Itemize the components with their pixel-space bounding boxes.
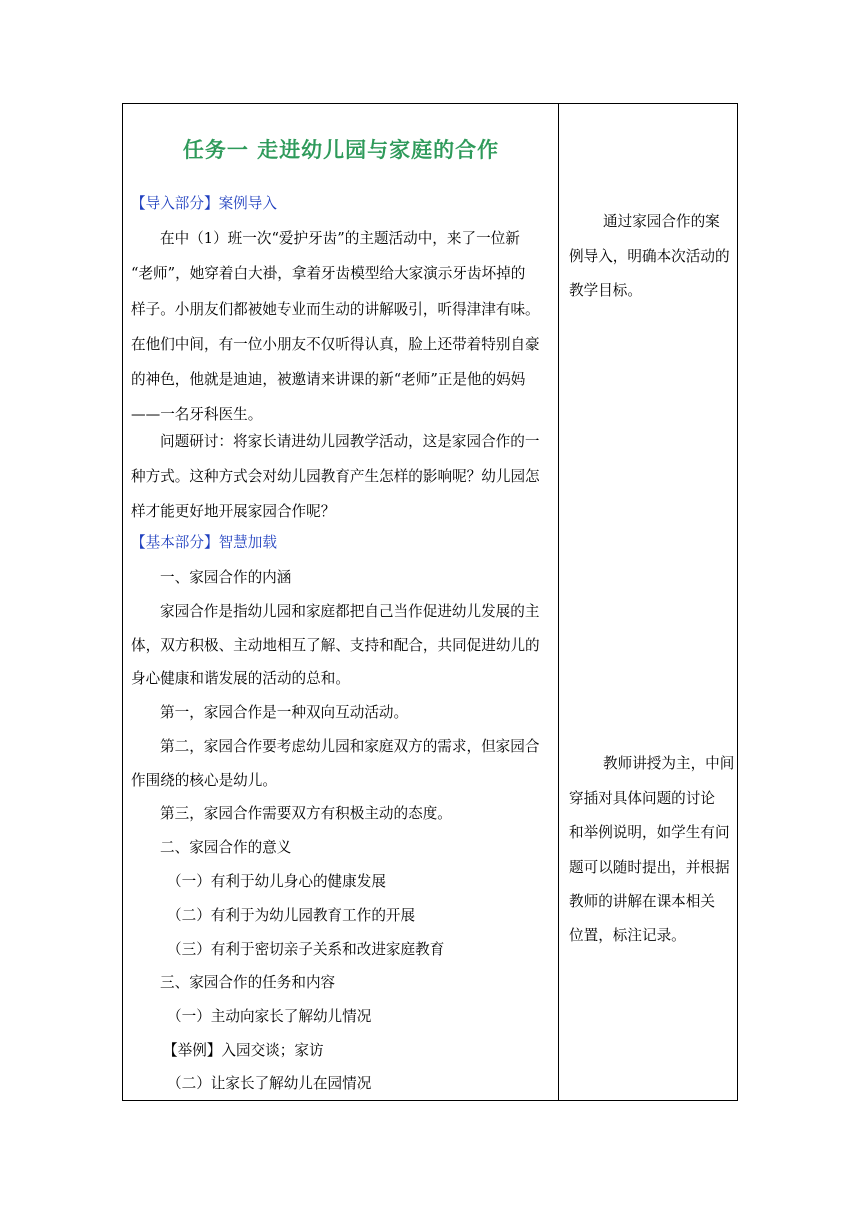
heading-significance: 二、家园合作的意义 bbox=[160, 839, 292, 856]
side-note-line: 教师讲授为主，中间 bbox=[603, 755, 735, 772]
side-note-line: 和举例说明，如学生有问 bbox=[569, 824, 730, 841]
column-divider bbox=[558, 104, 559, 1100]
example-text: 入园交谈；家访 bbox=[221, 1042, 324, 1059]
case-line: 的神色，他就是迪迪，被邀请来讲课的新“老师”正是他的妈妈 bbox=[131, 371, 526, 388]
point-line: 第二，家园合作要考虑幼儿园和家庭双方的需求，但家园合 bbox=[160, 738, 540, 755]
case-line: 在中（1）班一次“爱护牙齿”的主题活动中，来了一位新 bbox=[160, 230, 520, 247]
section-label: 智慧加载 bbox=[218, 534, 277, 551]
page-title: 任务一 走进幼儿园与家庭的合作 bbox=[182, 138, 500, 162]
example-line bbox=[163, 1042, 324, 1060]
case-line: 样子。小朋友们都被她专业而生动的讲解吸引，听得津津有味。 bbox=[131, 301, 540, 318]
heading-tasks: 三、家园合作的任务和内容 bbox=[160, 974, 336, 991]
question-line: 种方式。这种方式会对幼儿园教育产生怎样的影响呢？幼儿园怎 bbox=[131, 468, 540, 485]
lesson-plan-table bbox=[122, 103, 738, 1101]
heading-connotation: 一、家园合作的内涵 bbox=[160, 569, 292, 586]
meaning-item: （二）有利于为幼儿园教育工作的开展 bbox=[167, 907, 416, 924]
side-note-line: 教师的讲解在课本相关 bbox=[569, 893, 715, 910]
case-line: “老师”，她穿着白大褂，拿着牙齿模型给大家演示牙齿坏掉的 bbox=[131, 265, 526, 282]
task-item: （二）让家长了解幼儿在园情况 bbox=[167, 1075, 372, 1092]
point-line: 第三，家园合作需要双方有积极主动的态度。 bbox=[160, 805, 452, 822]
side-note-line: 穿插对具体问题的讨论 bbox=[569, 790, 715, 807]
case-line: 在他们中间，有一位小朋友不仅听得认真，脸上还带着特别自豪 bbox=[131, 336, 540, 353]
question-line: 问题研讨：将家长请进幼儿园教学活动，这是家园合作的一 bbox=[160, 433, 540, 450]
definition-line: 家园合作是指幼儿园和家庭都把自己当作促进幼儿发展的主 bbox=[160, 603, 540, 620]
case-line: ——一名牙科医生。 bbox=[131, 406, 263, 423]
side-note-line: 位置，标注记录。 bbox=[569, 927, 686, 944]
point-line: 作围绕的核心是幼儿。 bbox=[131, 772, 277, 789]
section-header-intro bbox=[131, 195, 277, 213]
definition-line: 体，双方积极、主动地相互了解、支持和配合，共同促进幼儿的 bbox=[131, 637, 540, 654]
question-line: 样才能更好地开展家园合作呢？ bbox=[131, 503, 336, 520]
side-note-line: 通过家园合作的案 bbox=[603, 213, 720, 230]
side-note-line: 例导入，明确本次活动的 bbox=[569, 248, 730, 265]
meaning-item: （三）有利于密切亲子关系和改进家庭教育 bbox=[167, 941, 445, 958]
section-header-basic bbox=[131, 534, 277, 552]
section-bracket-label: 【基本部分】 bbox=[131, 534, 219, 551]
meaning-item: （一）有利于幼儿身心的健康发展 bbox=[167, 873, 386, 890]
task-item: （一）主动向家长了解幼儿情况 bbox=[167, 1008, 372, 1025]
definition-line: 身心健康和谐发展的活动的总和。 bbox=[131, 670, 350, 687]
side-note-line: 题可以随时提出，并根据 bbox=[569, 859, 730, 876]
section-bracket-label: 【导入部分】 bbox=[131, 195, 219, 212]
point-line: 第一，家园合作是一种双向互动活动。 bbox=[160, 704, 409, 721]
side-note-line: 教学目标。 bbox=[569, 282, 642, 299]
section-label: 案例导入 bbox=[218, 195, 277, 212]
example-label: 【举例】 bbox=[163, 1042, 222, 1059]
